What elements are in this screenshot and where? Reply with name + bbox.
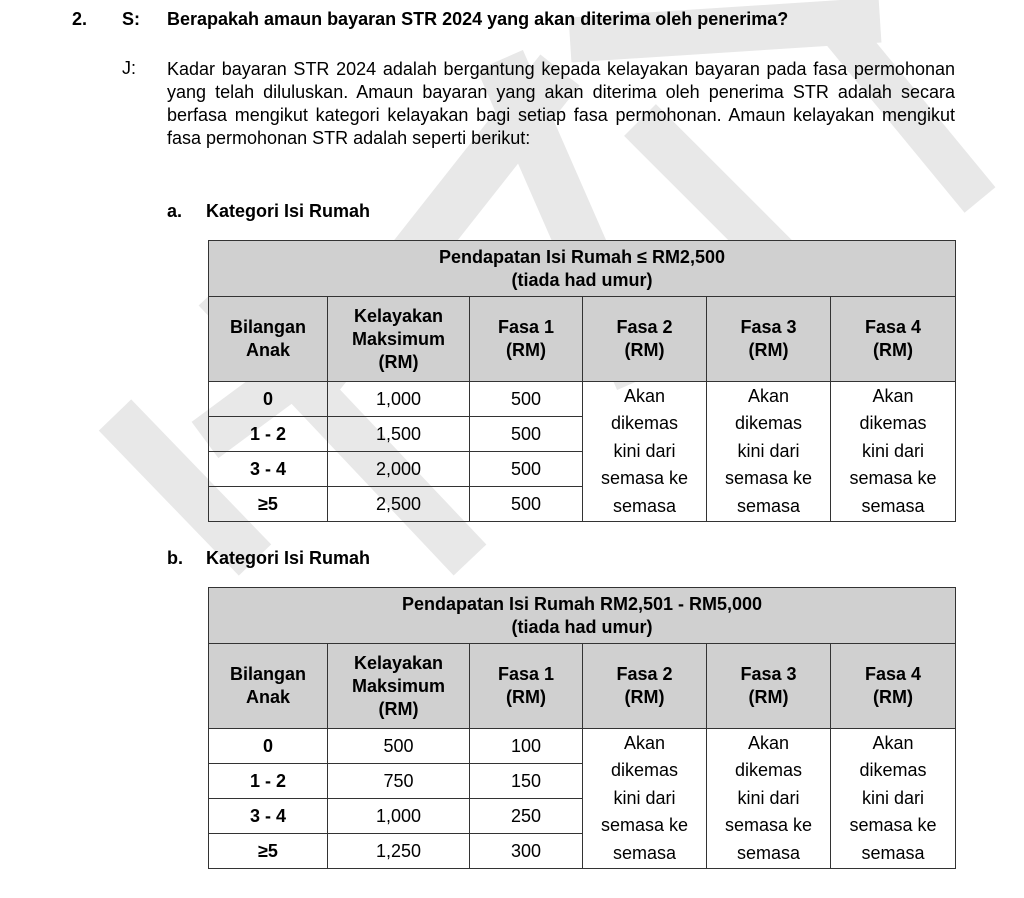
- cell-fasa-1: 500: [470, 417, 583, 452]
- answer-label: J:: [122, 58, 137, 78]
- col-header-fasa-3: Fasa 3 (RM): [707, 644, 831, 729]
- cell-bilangan-anak: 3 - 4: [209, 452, 328, 487]
- col-header-fasa-2: Fasa 2 (RM): [583, 297, 707, 382]
- section-a-label: Kategori Isi Rumah: [206, 201, 371, 221]
- section-b-label: Kategori Isi Rumah: [206, 548, 371, 568]
- cell-bilangan-anak: 3 - 4: [209, 799, 328, 834]
- section-b-letter: b.: [167, 548, 183, 568]
- col-header-fasa-3: Fasa 3 (RM): [707, 297, 831, 382]
- cell-kelayakan-maksimum: 2,000: [328, 452, 470, 487]
- cell-kelayakan-maksimum: 500: [328, 729, 470, 764]
- cell-bilangan-anak: ≥5: [209, 834, 328, 869]
- col-header-bilangan-anak: Bilangan Anak: [209, 644, 328, 729]
- cell-kelayakan-maksimum: 1,500: [328, 417, 470, 452]
- cell-fasa-2-future: Akan dikemas kini dari semasa ke semasa: [583, 382, 707, 522]
- table-a-title: [209, 241, 956, 297]
- cell-bilangan-anak: 0: [209, 382, 328, 417]
- section-a-letter: a.: [167, 201, 183, 221]
- cell-bilangan-anak: 0: [209, 729, 328, 764]
- cell-fasa-4-future: Akan dikemas kini dari semasa ke semasa: [831, 729, 956, 869]
- col-header-fasa-2: Fasa 2 (RM): [583, 644, 707, 729]
- cell-kelayakan-maksimum: 750: [328, 764, 470, 799]
- section-a-heading: [167, 201, 370, 222]
- table-section-b: [208, 587, 956, 869]
- cell-kelayakan-maksimum: 1,000: [328, 799, 470, 834]
- cell-kelayakan-maksimum: 1,250: [328, 834, 470, 869]
- table-a-title-line1: Pendapatan Isi Rumah ≤ RM2,500: [439, 246, 725, 267]
- col-header-kelayakan-maksimum: Kelayakan Maksimum (RM): [328, 644, 470, 729]
- cell-fasa-4-future: Akan dikemas kini dari semasa ke semasa: [831, 382, 956, 522]
- question-label: S:: [122, 9, 140, 29]
- cell-kelayakan-maksimum: 2,500: [328, 487, 470, 522]
- cell-fasa-1: 300: [470, 834, 583, 869]
- cell-fasa-2-future: Akan dikemas kini dari semasa ke semasa: [583, 729, 707, 869]
- cell-fasa-1: 500: [470, 452, 583, 487]
- col-header-fasa-1: Fasa 1 (RM): [470, 297, 583, 382]
- col-header-fasa-4: Fasa 4 (RM): [831, 297, 956, 382]
- cell-fasa-1: 100: [470, 729, 583, 764]
- cell-fasa-1: 500: [470, 382, 583, 417]
- cell-fasa-1: 250: [470, 799, 583, 834]
- cell-bilangan-anak: 1 - 2: [209, 417, 328, 452]
- cell-fasa-1: 500: [470, 487, 583, 522]
- table-b-title: [209, 588, 956, 644]
- table-a-title-line2: (tiada had umur): [511, 269, 653, 290]
- cell-bilangan-anak: 1 - 2: [209, 764, 328, 799]
- cell-fasa-3-future: Akan dikemas kini dari semasa ke semasa: [707, 729, 831, 869]
- table-row: [209, 382, 956, 417]
- cell-kelayakan-maksimum: 1,000: [328, 382, 470, 417]
- col-header-kelayakan-maksimum: Kelayakan Maksimum (RM): [328, 297, 470, 382]
- cell-bilangan-anak: ≥5: [209, 487, 328, 522]
- col-header-fasa-1: Fasa 1 (RM): [470, 644, 583, 729]
- question-number: 2.: [72, 9, 88, 29]
- answer-text: Kadar bayaran STR 2024 adalah bergantung kepada kelayakan bayaran pada fasa permohonan yang telah diluluskan. Amaun bayaran yang akan diterima oleh penerima STR adalah secara berfasa mengikut kategori kelayakan bagi setiap fasa permohonan. Amaun kelayakan mengikut fasa permohonan STR adalah seperti berikut:: [167, 59, 955, 148]
- table-b-title-line2: (tiada had umur): [511, 616, 653, 637]
- table-row: [209, 729, 956, 764]
- col-header-fasa-4: Fasa 4 (RM): [831, 644, 956, 729]
- cell-fasa-1: 150: [470, 764, 583, 799]
- section-b-heading: [167, 548, 370, 569]
- cell-fasa-3-future: Akan dikemas kini dari semasa ke semasa: [707, 382, 831, 522]
- col-header-bilangan-anak: Bilangan Anak: [209, 297, 328, 382]
- table-b-title-line1: Pendapatan Isi Rumah RM2,501 - RM5,000: [401, 593, 763, 614]
- table-section-a: [208, 240, 956, 522]
- question-text: Berapakah amaun bayaran STR 2024 yang akan diterima oleh penerima?: [167, 9, 789, 29]
